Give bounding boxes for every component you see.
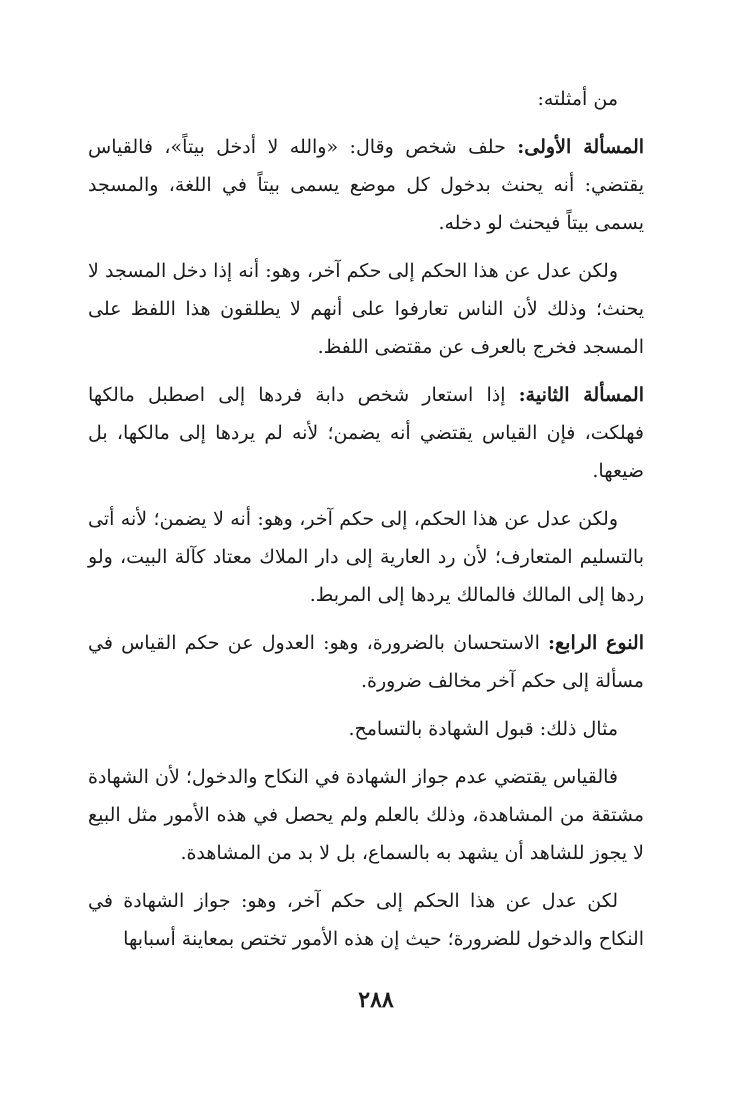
intro-text: من أمثلته: [537,88,618,110]
paragraph-7-text: فالقياس يقتضي عدم جواز الشهادة في النكاح والدخول؛ لأن الشهادة مشتقة من المشاهدة، وذلك بالعلم ولم يحصل في هذه الأمور مثل البيع لا يجوز للشاهد أن يشهد به بالسماع، بل لا بد من المشاهدة. [87,766,644,864]
paragraph-2-text: ولكن عدل عن هذا الحكم إلى حكم آخر، وهو: أنه إذا دخل المسجد لا يحنث؛ وذلك لأن الناس تعارفوا على أنهم لا يطلقون هذا اللفظ على المسجد فخرج بالعرف عن مقتضى اللفظ. [88,260,644,358]
paragraph-4 [88,500,644,614]
intro-line [88,80,644,118]
paragraph-1-text: حلف شخص وقال: «والله لا أدخل بيتاً»، فالقياس يقتضي: أنه يحنث بدخول كل موضع يسمى بيتاً في اللغة، والمسجد يسمى بيتاً فيحنث لو دخله. [88,136,644,234]
paragraph-4-text: ولكن عدل عن هذا الحكم، إلى حكم آخر، وهو: أنه لا يضمن؛ لأنه أتى بالتسليم المتعارف؛ لأن رد العارية إلى دار الملاك معتاد كآلة البيت، ولو ردها إلى المالك فالمالك يردها إلى المربط. [88,508,644,606]
paragraph-1-label: المسألة الأولى: [517,136,645,158]
paragraph-6 [88,710,644,748]
paragraph-3-text: إذا استعار شخص دابة فردها إلى اصطبل مالكها فهلكت، فإن القياس يقتضي أنه يضمن؛ لأنه لم يردها إلى مالكها، بل ضيعها. [88,384,644,482]
paragraph-8 [88,882,644,958]
paragraph-7 [88,758,644,872]
paragraph-5-label: النوع الرابع: [548,632,644,654]
paragraph-5 [88,624,644,700]
page-number: ٢٨٨ [358,987,394,1013]
page-body [88,80,644,968]
paragraph-3 [88,376,644,490]
paragraph-6-text: مثال ذلك: قبول الشهادة بالتسامح. [348,718,618,740]
paragraph-1 [88,128,644,242]
paragraph-5-text: الاستحسان بالضرورة، وهو: العدول عن حكم القياس في مسألة إلى حكم آخر مخالف ضرورة. [88,632,644,692]
paragraph-3-label: المسألة الثانية: [518,384,644,406]
paragraph-8-text: لكن عدل عن هذا الحكم إلى حكم آخر، وهو: جواز الشهادة في النكاح والدخول للضرورة؛ حيث إن هذه الأمور تختص بمعاينة أسبابها [88,890,644,950]
paragraph-2 [88,252,644,366]
